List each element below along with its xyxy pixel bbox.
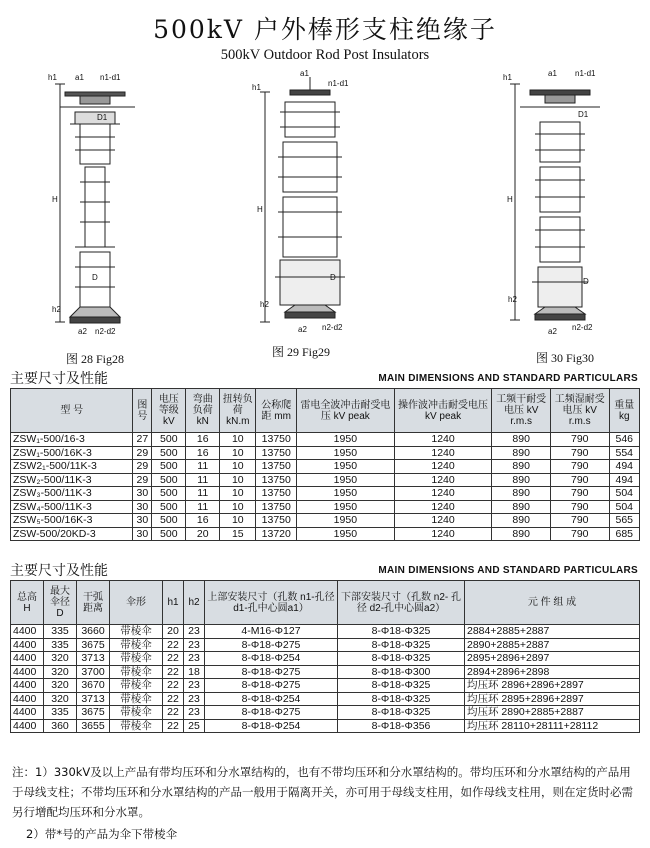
table-cell: ZSW₅-500/16K-3 xyxy=(11,514,133,528)
col-header-h1: h1 xyxy=(163,581,184,625)
table-cell: 3675 xyxy=(77,638,110,652)
table-cell: 1240 xyxy=(394,433,492,447)
fig28-D1-label: D1 xyxy=(97,113,108,122)
table-cell: 13750 xyxy=(256,487,297,501)
table-cell: 29 xyxy=(133,446,152,460)
col-header-upper: 上部安装尺寸（孔数 n1-孔径 d1-孔中心圆a1） xyxy=(205,581,338,625)
note-1: 注：1）330kV及以上产品有带均压环和分水罩结构的，也有不带均压环和分水罩结构的。带均压环和分水罩结构的产品用于母线支柱；不带均压环和分水罩结构的产品一般用于隔离开关，亦可用于母线支柱用，如作母线支柱用，则在定货时必需另行增配均压环和分水罩。 xyxy=(12,765,633,819)
table-cell: 29 xyxy=(133,473,152,487)
table-cell: 8-Φ18-Φ275 xyxy=(205,638,338,652)
table-cell: 1240 xyxy=(394,473,492,487)
fig29-drawing xyxy=(260,77,345,322)
fig28-D-label: D xyxy=(92,273,98,282)
col-header-height: 总高 H xyxy=(11,581,44,625)
table-cell: 8-Φ18-Φ275 xyxy=(205,679,338,693)
table-cell: 8-Φ18-Φ325 xyxy=(338,706,465,720)
table-cell: 带棱伞 xyxy=(110,719,163,733)
table-cell: 4400 xyxy=(11,625,44,639)
table-cell: 4400 xyxy=(11,638,44,652)
fig30-a2-label: a2 xyxy=(548,327,557,336)
table-cell: 16 xyxy=(186,514,220,528)
table-cell: 500 xyxy=(152,433,186,447)
table-cell: 890 xyxy=(492,514,551,528)
fig29-a2-label: a2 xyxy=(298,325,307,334)
page-title-en: 500kV Outdoor Rod Post Insulators xyxy=(220,47,430,63)
col-header-shed: 伞形 xyxy=(110,581,163,625)
fig28-drawing xyxy=(55,84,135,323)
table-cell: 1950 xyxy=(297,514,395,528)
table-cell: 22 xyxy=(163,706,184,720)
table-cell: 带棱伞 xyxy=(110,679,163,693)
table-cell: 20 xyxy=(186,527,220,541)
table-row xyxy=(11,652,640,666)
table-cell: 890 xyxy=(492,527,551,541)
table-cell: 11 xyxy=(186,487,220,501)
table-cell: 29 xyxy=(133,460,152,474)
table-cell: 25 xyxy=(184,719,205,733)
table-cell: 23 xyxy=(184,638,205,652)
table-cell: 10 xyxy=(220,514,256,528)
table-cell: 11 xyxy=(186,460,220,474)
col-header-max-dia: 最大伞径 D xyxy=(44,581,77,625)
table-cell: 3655 xyxy=(77,719,110,733)
table-cell: 8-Φ18-Φ275 xyxy=(205,665,338,679)
table-cell: 1950 xyxy=(297,433,395,447)
table-cell: ZSW₁-500/16-3 xyxy=(11,433,133,447)
fig28-a2-label: a2 xyxy=(78,327,87,336)
table-cell: 1240 xyxy=(394,500,492,514)
table-cell: 500 xyxy=(152,500,186,514)
fig29-n1d1-label: n1-d1 xyxy=(328,79,349,88)
table-cell: 15 xyxy=(220,527,256,541)
col-header-dry: 工频干耐受电压 kV r.m.s xyxy=(492,389,551,433)
table-row xyxy=(11,487,640,501)
table-cell: 13750 xyxy=(256,473,297,487)
table-cell: 均压环 2890+2885+2887 xyxy=(465,706,640,720)
table-cell: 4-M16-Φ127 xyxy=(205,625,338,639)
table-row xyxy=(11,625,640,639)
fig30-h2-label: h2 xyxy=(508,295,517,304)
table-cell: 8-Φ18-Φ275 xyxy=(205,706,338,720)
table-cell: 500 xyxy=(152,527,186,541)
table-cell: 带棱伞 xyxy=(110,625,163,639)
fig30-n2d2-label: n2-d2 xyxy=(572,323,593,332)
fig30-caption: 图 30 Fig30 xyxy=(536,351,595,365)
table-cell: 790 xyxy=(550,460,609,474)
table-cell: ZSW2₁-500/11K-3 xyxy=(11,460,133,474)
table-cell: 23 xyxy=(184,706,205,720)
table-cell: 4400 xyxy=(11,665,44,679)
section1-title-en: MAIN DIMENSIONS AND STANDARD PARTICULARS xyxy=(378,373,638,384)
table-cell: 16 xyxy=(186,433,220,447)
table-cell: 790 xyxy=(550,446,609,460)
col-header-creepage: 公称爬距 mm xyxy=(256,389,297,433)
table-cell: 8-Φ18-Φ325 xyxy=(338,679,465,693)
table-cell: 335 xyxy=(44,638,77,652)
table-cell: 3675 xyxy=(77,706,110,720)
table-cell: 890 xyxy=(492,433,551,447)
col-header-voltage: 电压等级 kV xyxy=(152,389,186,433)
table-cell: 554 xyxy=(609,446,639,460)
table-cell: 1950 xyxy=(297,527,395,541)
table-row xyxy=(11,527,640,541)
table-cell: 1950 xyxy=(297,460,395,474)
table-cell: 2894+2896+2898 xyxy=(465,665,640,679)
col-header-h2: h2 xyxy=(184,581,205,625)
section2-title-cn: 主要尺寸及性能 xyxy=(10,563,108,579)
table-cell: 3700 xyxy=(77,665,110,679)
table-cell: ZSW₁-500/16K-3 xyxy=(11,446,133,460)
table-row xyxy=(11,460,640,474)
table-cell: 23 xyxy=(184,652,205,666)
table-cell: 790 xyxy=(550,433,609,447)
table-cell: 23 xyxy=(184,625,205,639)
table-cell: 504 xyxy=(609,487,639,501)
table-cell: 890 xyxy=(492,446,551,460)
table-cell: 13750 xyxy=(256,514,297,528)
fig30-D1-label: D1 xyxy=(578,110,589,119)
table-cell: 带棱伞 xyxy=(110,652,163,666)
table-cell: 546 xyxy=(609,433,639,447)
col-header-components: 元 件 组 成 xyxy=(465,581,640,625)
table-cell: 320 xyxy=(44,692,77,706)
table-cell: 23 xyxy=(184,692,205,706)
table-row xyxy=(11,719,640,733)
table-row xyxy=(11,638,640,652)
table-cell: ZSW₂-500/11K-3 xyxy=(11,473,133,487)
col-header-wet: 工频湿耐受电压 kV r.m.s xyxy=(550,389,609,433)
specs-table-2 xyxy=(10,580,640,733)
fig28-h2-label: h2 xyxy=(52,305,61,314)
table-cell: 10 xyxy=(220,433,256,447)
table-cell: 带棱伞 xyxy=(110,706,163,720)
table-cell: 18 xyxy=(184,665,205,679)
fig30-D-label: D xyxy=(583,277,589,286)
fig30-h1-label: h1 xyxy=(503,73,512,82)
table-cell: 11 xyxy=(186,500,220,514)
note-2: 2）带*号的产品为伞下带棱伞 xyxy=(26,827,178,841)
table-cell: 790 xyxy=(550,473,609,487)
table-cell: 320 xyxy=(44,665,77,679)
table-cell: 8-Φ18-Φ325 xyxy=(338,625,465,639)
table-cell: 22 xyxy=(163,652,184,666)
table-cell: 1240 xyxy=(394,487,492,501)
table-cell: 500 xyxy=(152,514,186,528)
table-cell: 500 xyxy=(152,487,186,501)
table-cell: 790 xyxy=(550,500,609,514)
table-cell: 带棱伞 xyxy=(110,692,163,706)
table-cell: 1950 xyxy=(297,487,395,501)
fig28-a1-label: a1 xyxy=(75,73,84,82)
table-cell: 8-Φ18-Φ325 xyxy=(338,638,465,652)
fig28-caption: 图 28 Fig28 xyxy=(66,352,125,366)
table-cell: 8-Φ18-Φ325 xyxy=(338,692,465,706)
fig28-H-label: H xyxy=(52,195,58,204)
fig29-caption: 图 29 Fig29 xyxy=(272,345,331,359)
table-cell: 790 xyxy=(550,514,609,528)
table-row xyxy=(11,514,640,528)
fig29-a1-label: a1 xyxy=(300,69,309,78)
table-cell: 1950 xyxy=(297,446,395,460)
table-cell: 494 xyxy=(609,473,639,487)
fig29-D-label: D xyxy=(330,273,336,282)
table-cell: 13750 xyxy=(256,460,297,474)
table-cell: 2895+2896+2897 xyxy=(465,652,640,666)
table-cell: 494 xyxy=(609,460,639,474)
table-cell: 22 xyxy=(163,692,184,706)
table-cell: 10 xyxy=(220,446,256,460)
table-cell: 8-Φ18-Φ300 xyxy=(338,665,465,679)
table-row xyxy=(11,473,640,487)
insulator-drawings xyxy=(0,62,650,362)
table-cell: 13750 xyxy=(256,446,297,460)
table-cell: 360 xyxy=(44,719,77,733)
col-header-lightning: 雷电全波冲击耐受电压 kV peak xyxy=(297,389,395,433)
specs-table-1 xyxy=(10,388,640,541)
table-cell: 1950 xyxy=(297,473,395,487)
table-cell: 500 xyxy=(152,460,186,474)
fig29-H-label: H xyxy=(257,205,263,214)
table-cell: 30 xyxy=(133,527,152,541)
fig30-n1d1-label: n1-d1 xyxy=(575,69,596,78)
table-cell: 890 xyxy=(492,487,551,501)
table-cell: 320 xyxy=(44,679,77,693)
table-cell: 1240 xyxy=(394,527,492,541)
table-cell: 均压环 2896+2896+2897 xyxy=(465,679,640,693)
table-cell: 4400 xyxy=(11,719,44,733)
col-header-switching: 操作波冲击耐受电压 kV peak xyxy=(394,389,492,433)
table-cell: ZSW₄-500/11K-3 xyxy=(11,500,133,514)
table-cell: 16 xyxy=(186,446,220,460)
table-cell: 4400 xyxy=(11,706,44,720)
table-cell: 11 xyxy=(186,473,220,487)
table-cell: 10 xyxy=(220,487,256,501)
table-cell: 890 xyxy=(492,500,551,514)
table-cell: 2884+2885+2887 xyxy=(465,625,640,639)
fig28-n1d1-label: n1-d1 xyxy=(100,73,121,82)
table-row xyxy=(11,665,640,679)
table-cell: 790 xyxy=(550,487,609,501)
table-cell: 13750 xyxy=(256,500,297,514)
table-row xyxy=(11,706,640,720)
table-cell: 504 xyxy=(609,500,639,514)
table-cell: 30 xyxy=(133,514,152,528)
table-row xyxy=(11,692,640,706)
table-row xyxy=(11,679,640,693)
table-cell: 20 xyxy=(163,625,184,639)
table-row xyxy=(11,433,640,447)
table-cell: 22 xyxy=(163,638,184,652)
table-cell: 8-Φ18-Φ254 xyxy=(205,719,338,733)
table-cell: 23 xyxy=(184,679,205,693)
fig28-n2d2-label: n2-d2 xyxy=(95,327,116,336)
fig29-h1-label: h1 xyxy=(252,83,261,92)
table-cell: 4400 xyxy=(11,692,44,706)
col-header-torsion: 扭转负荷 kN.m xyxy=(220,389,256,433)
table-cell: 均压环 28110+28111+28112 xyxy=(465,719,640,733)
table-cell: 4400 xyxy=(11,679,44,693)
table-cell: 10 xyxy=(220,473,256,487)
table-cell: 13720 xyxy=(256,527,297,541)
table-cell: ZSW-500/20KD-3 xyxy=(11,527,133,541)
table-cell: 3660 xyxy=(77,625,110,639)
table-cell: 890 xyxy=(492,460,551,474)
table-cell: 685 xyxy=(609,527,639,541)
table-cell: 500 xyxy=(152,446,186,460)
table-cell: 带棱伞 xyxy=(110,665,163,679)
fig29-n2d2-label: n2-d2 xyxy=(322,323,343,332)
table-cell: ZSW₃-500/11K-3 xyxy=(11,487,133,501)
col-header-weight: 重量 kg xyxy=(609,389,639,433)
table-row xyxy=(11,500,640,514)
section1-title-cn: 主要尺寸及性能 xyxy=(10,371,108,387)
table-cell: 22 xyxy=(163,679,184,693)
table-cell: 3713 xyxy=(77,652,110,666)
table-cell: 8-Φ18-Φ325 xyxy=(338,652,465,666)
table-cell: 13750 xyxy=(256,433,297,447)
table-cell: 1240 xyxy=(394,514,492,528)
table-cell: 3713 xyxy=(77,692,110,706)
table-cell: 790 xyxy=(550,527,609,541)
table-cell: 1950 xyxy=(297,500,395,514)
fig30-H-label: H xyxy=(507,195,513,204)
table-cell: 均压环 2895+2896+2897 xyxy=(465,692,640,706)
table-cell: 320 xyxy=(44,652,77,666)
table-cell: 890 xyxy=(492,473,551,487)
table-cell: 335 xyxy=(44,706,77,720)
section2-title-en: MAIN DIMENSIONS AND STANDARD PARTICULARS xyxy=(378,565,638,576)
table-cell: 500 xyxy=(152,473,186,487)
table-cell: 335 xyxy=(44,625,77,639)
fig30-a1-label: a1 xyxy=(548,69,557,78)
table-cell: 30 xyxy=(133,500,152,514)
fig29-h2-label: h2 xyxy=(260,300,269,309)
table-cell: 8-Φ18-Φ356 xyxy=(338,719,465,733)
table-cell: 30 xyxy=(133,487,152,501)
table-cell: 10 xyxy=(220,460,256,474)
table-cell: 10 xyxy=(220,500,256,514)
table-cell: 565 xyxy=(609,514,639,528)
col-header-bending: 弯曲负荷 kN xyxy=(186,389,220,433)
table-cell: 27 xyxy=(133,433,152,447)
table-cell: 2890+2885+2887 xyxy=(465,638,640,652)
table-row xyxy=(11,446,640,460)
page-title-cn: 500kV 户外棒形支柱绝缘子 xyxy=(153,15,497,44)
col-header-lower: 下部安装尺寸（孔数 n2- 孔径 d2-孔中心圆a2） xyxy=(338,581,465,625)
fig28-h1-label: h1 xyxy=(48,73,57,82)
table-cell: 8-Φ18-Φ254 xyxy=(205,692,338,706)
table-cell: 4400 xyxy=(11,652,44,666)
table-cell: 带棱伞 xyxy=(110,638,163,652)
table-cell: 1240 xyxy=(394,446,492,460)
table-cell: 3670 xyxy=(77,679,110,693)
table-cell: 8-Φ18-Φ254 xyxy=(205,652,338,666)
col-header-arc: 干弧距离 xyxy=(77,581,110,625)
table-cell: 22 xyxy=(163,665,184,679)
table-cell: 22 xyxy=(163,719,184,733)
col-header-fig: 图号 xyxy=(133,389,152,433)
table-cell: 1240 xyxy=(394,460,492,474)
col-header-model: 型 号 xyxy=(11,389,133,433)
